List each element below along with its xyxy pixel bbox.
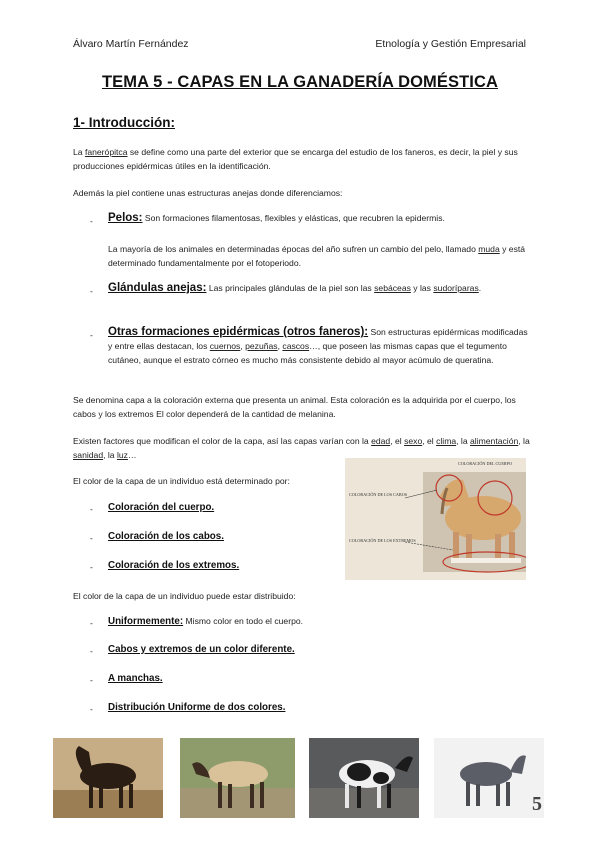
bullet-marker: - bbox=[90, 704, 93, 714]
determinado-intro: El color de la capa de un individuo está determinado por: bbox=[73, 476, 290, 486]
distribuido-intro: El color de la capa de un individuo puede estar distribuido: bbox=[73, 591, 296, 601]
photo-dun-horse bbox=[180, 738, 295, 818]
bullet-glandulas: Glándulas anejas: Las principales glándulas de la piel son las sebáceas y las sudoríparas. bbox=[108, 282, 482, 294]
intro-paragraph: La fanerópitca se define como una parte del exterior que se encarga del estudio de los faneros, es decir, la piel y sus producciones epidérmicas útiles en la identificación. bbox=[73, 147, 518, 171]
photo-grey-horse bbox=[434, 738, 544, 818]
bullet-cabos-extremos: Cabos y extremos de un color diferente. bbox=[108, 644, 295, 655]
muda-paragraph: La mayoría de los animales en determinadas épocas del año sufren un cambio del pelo, llamado muda y está determinado fundamentalmente por el fotoperiodo. bbox=[108, 244, 526, 268]
bullet-marker: - bbox=[90, 330, 93, 340]
label-cabos: COLORACIÓN DE LOS CABOS bbox=[349, 492, 408, 497]
horse-figure-drawing bbox=[345, 458, 526, 580]
bullet-uniforme: Uniformemente: Mismo color en todo el cuerpo. bbox=[108, 616, 304, 627]
bullet-marker: - bbox=[90, 646, 93, 656]
bullet-pelos: Pelos: Son formaciones filamentosas, flexibles y elásticas, que recubren la epidermis. bbox=[108, 212, 445, 224]
term-faneroptica: fanerópitca bbox=[84, 147, 128, 157]
term-muda: muda bbox=[478, 244, 500, 254]
label-extremos: COLORACIÓN DE LOS EXTREMOS bbox=[349, 538, 416, 543]
bullet-marker: - bbox=[90, 533, 93, 543]
capa-definition: Se denomina capa a la coloración externa que presenta un animal. Esta coloración es la adquirida por el cuerpo, los cabos y los extremos El color dependerá de la cantidad de melanina. bbox=[73, 395, 516, 419]
pelos-heading: Pelos: bbox=[108, 212, 143, 224]
glandulas-heading: Glándulas anejas: bbox=[108, 282, 207, 294]
label-body: COLORACIÓN DEL CUERPO bbox=[457, 461, 513, 466]
bullet-marker: - bbox=[90, 618, 93, 628]
horse-coloration-figure bbox=[345, 458, 526, 580]
bullet-manchas: A manchas. bbox=[108, 673, 163, 684]
bullet-marker: - bbox=[90, 504, 93, 514]
header-author: Álvaro Martín Fernández bbox=[73, 38, 189, 50]
bullet-cabos: Coloración de los cabos. bbox=[108, 531, 224, 542]
bullet-marker: - bbox=[90, 286, 93, 296]
photo-piebald-horse bbox=[309, 738, 419, 818]
bullet-cuerpo: Coloración del cuerpo. bbox=[108, 502, 215, 513]
page-title: TEMA 5 - CAPAS EN LA GANADERÍA DOMÉSTICA bbox=[101, 73, 499, 91]
bullet-dos-colores: Distribución Uniforme de dos colores. bbox=[108, 702, 286, 713]
photo-dark-horse bbox=[53, 738, 163, 818]
otras-heading: Otras formaciones epidérmicas (otros faneros): bbox=[108, 326, 369, 338]
section-heading: 1- Introducción: bbox=[73, 115, 175, 130]
bullet-extremos: Coloración de los extremos. bbox=[108, 560, 240, 571]
bullet-marker: - bbox=[90, 216, 93, 226]
header-subject: Etnología y Gestión Empresarial bbox=[375, 38, 526, 50]
page-number: 5 bbox=[532, 793, 542, 815]
factores-paragraph: Existen factores que modifican el color de la capa, así las capas varían con la edad, el sexo, el clima, la alimentación, la sanidad, la luz… bbox=[73, 436, 530, 460]
bullet-marker: - bbox=[90, 562, 93, 572]
bullet-marker: - bbox=[90, 675, 93, 685]
anejas-intro: Además la piel contiene unas estructuras anejas donde diferenciamos: bbox=[73, 188, 343, 198]
bullet-otras: Otras formaciones epidérmicas (otros faneros): Son estructuras epidérmicas modificadas y entre ellas destacan, los cuernos, pezuñas, cascos…, que poseen las mismas capas que el tegumento cutáneo, aunque el estrato córneo es mucho más consistente debido al mayor acúmulo de queratina. bbox=[108, 326, 528, 365]
